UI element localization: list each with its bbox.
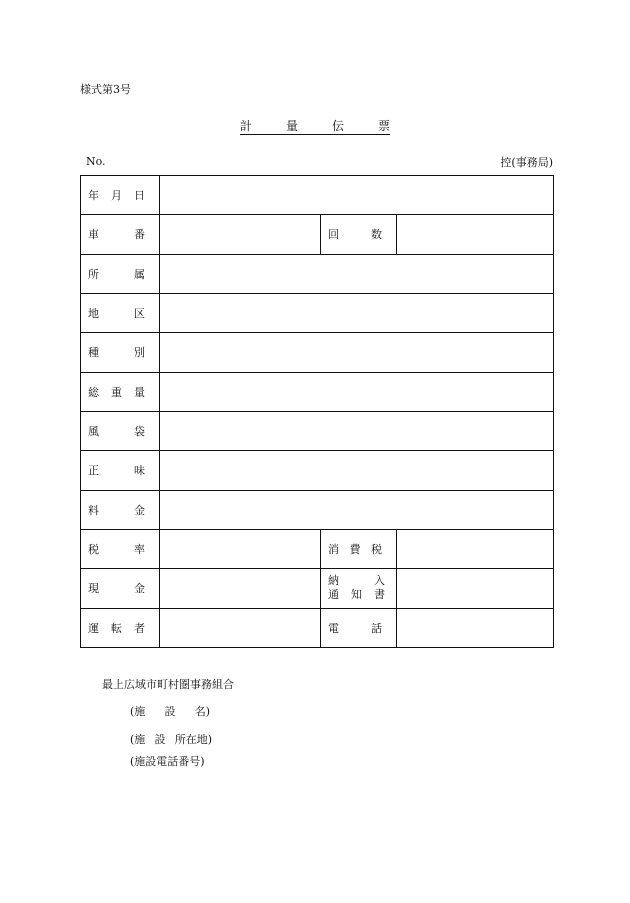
form-number: 様式第3号: [80, 83, 131, 96]
label-char: 総: [88, 385, 99, 399]
facility-location: [130, 731, 212, 747]
label-char: 正: [88, 464, 99, 478]
label-char: 書: [374, 588, 385, 602]
row-district: [81, 293, 554, 332]
label-char: 電: [328, 621, 339, 635]
facility-name: [130, 703, 210, 719]
label-char: 転: [111, 621, 122, 635]
row-tare-bag: [81, 411, 554, 450]
field-vehicle-no[interactable]: [160, 215, 321, 254]
label-char: 通: [328, 588, 339, 602]
label-count: [321, 215, 397, 254]
label-affiliation: [81, 254, 160, 293]
label-char: 袋: [134, 425, 145, 439]
title-char: 量: [285, 119, 298, 133]
field-cash[interactable]: [160, 569, 321, 608]
field-fee[interactable]: [160, 490, 554, 529]
field-payment-notice[interactable]: [397, 569, 554, 608]
label-char: 金: [134, 503, 145, 517]
label-vehicle-no: [81, 215, 160, 254]
field-phone[interactable]: [397, 608, 554, 647]
document-title: [240, 119, 390, 135]
label-tare-bag: [81, 411, 160, 450]
label-char: 納: [328, 574, 339, 588]
facility-name-part: 設: [164, 705, 176, 718]
label-char: 者: [134, 621, 145, 635]
label-date: [81, 176, 160, 215]
weighing-form-table: [80, 175, 554, 648]
field-driver[interactable]: [160, 608, 321, 647]
field-district[interactable]: [160, 293, 554, 332]
facility-location-part: 所在地): [174, 733, 212, 746]
label-district: [81, 293, 160, 332]
label-char: 日: [134, 189, 145, 203]
label-char: 費: [349, 543, 361, 557]
label-char: 重: [111, 385, 122, 399]
union-name: 最上広域市町村圏事務組合: [102, 678, 234, 691]
facility-location-part: (施: [130, 733, 146, 746]
label-char: 料: [88, 503, 99, 517]
label-char: 味: [134, 464, 145, 478]
field-date[interactable]: [160, 176, 554, 215]
field-tare-bag[interactable]: [160, 411, 554, 450]
facility-phone: (施設電話番号): [130, 755, 205, 768]
title-char: 計: [240, 119, 253, 133]
title-char: 伝: [331, 119, 344, 133]
label-char: 税: [371, 543, 382, 557]
row-fee: [81, 490, 554, 529]
facility-name-part: (施: [130, 705, 146, 718]
row-affiliation: [81, 254, 554, 293]
label-char: 種: [88, 346, 99, 360]
label-payment-notice: [321, 569, 397, 608]
label-char: 運: [88, 621, 99, 635]
label-tax-rate: [81, 529, 160, 568]
row-date: [81, 176, 554, 215]
row-net: [81, 451, 554, 490]
label-consumption-tax: [321, 529, 397, 568]
title-char: 票: [377, 119, 390, 133]
label-char: 所: [88, 267, 99, 281]
label-char: 地: [88, 307, 99, 321]
row-gross-weight: [81, 372, 554, 411]
label-char: 区: [134, 307, 145, 321]
label-char: 年: [88, 189, 99, 203]
row-driver: [81, 608, 554, 647]
label-char: 月: [111, 189, 122, 203]
field-consumption-tax[interactable]: [397, 529, 554, 568]
label-char: 話: [371, 621, 382, 635]
label-char: 現: [88, 582, 99, 596]
label-char: 回: [328, 228, 339, 242]
label-char: 率: [134, 543, 145, 557]
field-tax-rate[interactable]: [160, 529, 321, 568]
label-cash: [81, 569, 160, 608]
label-char: 量: [134, 385, 145, 399]
field-gross-weight[interactable]: [160, 372, 554, 411]
label-fee: [81, 490, 160, 529]
label-char: 番: [134, 228, 145, 242]
label-driver: [81, 608, 160, 647]
label-char: 入: [374, 574, 385, 588]
label-char: 税: [88, 543, 99, 557]
facility-location-part: 設: [154, 733, 166, 746]
label-net: [81, 451, 160, 490]
label-char: 消: [328, 543, 339, 557]
no-label: No.: [86, 155, 106, 168]
label-type: [81, 333, 160, 372]
label-char: 車: [88, 228, 99, 242]
copy-label: 控(事務局): [500, 156, 553, 169]
label-char: 属: [134, 267, 145, 281]
label-char: 数: [371, 228, 382, 242]
row-vehicle-no: [81, 215, 554, 254]
field-net[interactable]: [160, 451, 554, 490]
label-char: 知: [351, 588, 362, 602]
label-char: 金: [134, 582, 145, 596]
field-affiliation[interactable]: [160, 254, 554, 293]
label-gross-weight: [81, 372, 160, 411]
field-count[interactable]: [397, 215, 554, 254]
facility-name-part: 名): [194, 705, 210, 718]
label-char: 別: [134, 346, 145, 360]
row-cash: [81, 569, 554, 608]
field-type[interactable]: [160, 333, 554, 372]
row-type: [81, 333, 554, 372]
label-char: 風: [88, 425, 99, 439]
label-phone: [321, 608, 397, 647]
row-tax-rate: [81, 529, 554, 568]
